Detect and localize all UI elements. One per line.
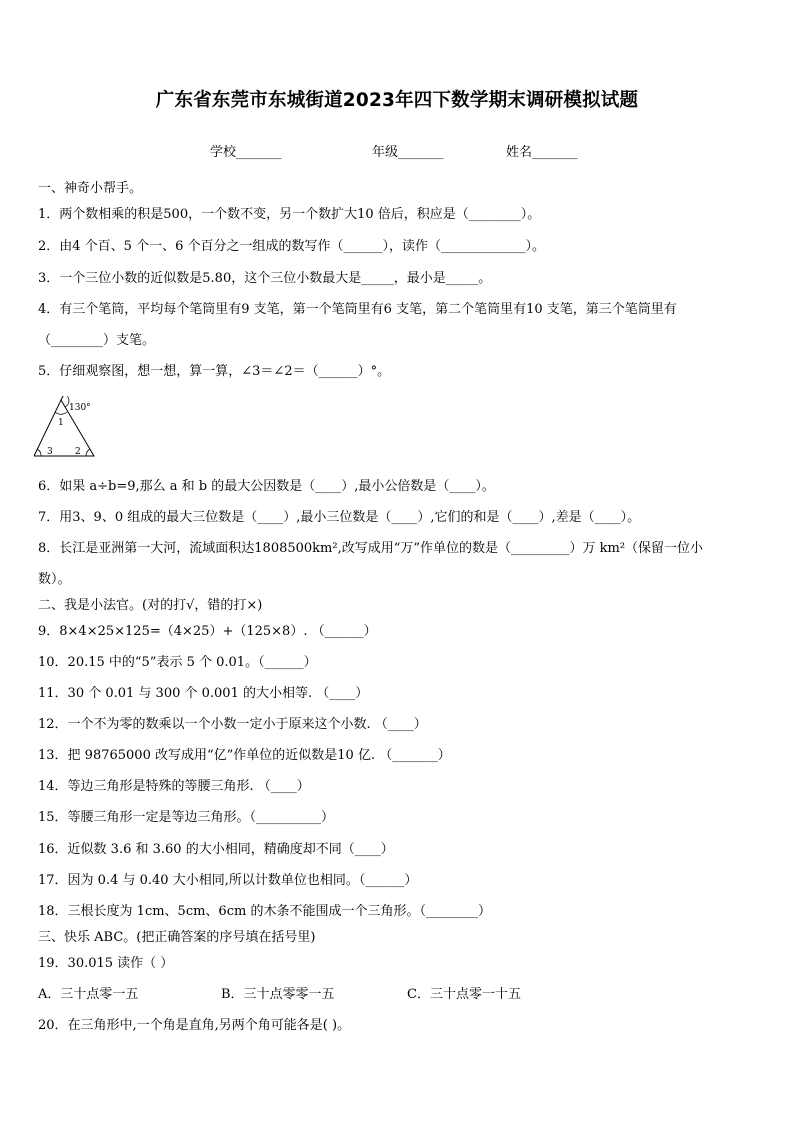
question-4-cont: （________）支笔。: [38, 333, 156, 348]
angle-3-arc: [37, 449, 41, 456]
extension-line: [61, 396, 67, 400]
section-2-heading: 二、我是小法官。(对的打√，错的打×): [38, 598, 263, 613]
angle-1-label: 1: [58, 418, 64, 428]
angle-2-arc: [86, 449, 90, 456]
angle-1-arc: [55, 412, 67, 414]
question-17: 17．因为 0.4 与 0.40 大小相同,所以计数单位也相同。（______）: [38, 873, 418, 888]
question-14: 14．等边三角形是特殊的等腰三角形. （____）: [38, 779, 310, 794]
option-c: C．三十点零一十五: [407, 987, 521, 1002]
triangle-figure: [34, 396, 100, 460]
question-7: 7．用3、9、0 组成的最大三位数是（____）,最小三位数是（____）,它们的和是（____）,差是（____）。: [38, 510, 641, 525]
question-1: 1．两个数相乘的积是500，一个数不变，另一个数扩大10 倍后，积应是（________）。: [38, 207, 541, 222]
question-5: 5．仔细观察图，想一想，算一算，∠3＝∠2＝（______）°。: [38, 364, 391, 379]
page-title: 广东省东莞市东城街道2023年四下数学期末调研模拟试题: [155, 90, 639, 111]
question-9: 9．8×4×25×125=（4×25）+（125×8）. （______）: [38, 624, 377, 639]
question-16: 16．近似数 3.6 和 3.60 的大小相同，精确度却不同（____）: [38, 842, 394, 857]
question-12: 12．一个不为零的数乘以一个小数一定小于原来这个小数. （____）: [38, 717, 427, 732]
question-4: 4．有三个笔筒，平均每个笔筒里有9 支笔，第一个笔筒里有6 支笔，第二个笔筒里有10 支笔，第三个笔筒里有: [38, 302, 677, 317]
angle-130-label: 130°: [69, 403, 91, 413]
option-a: A．三十点零一五: [38, 987, 139, 1002]
question-20: 20．在三角形中,一个角是直角,另两个角可能各是( )。: [38, 1018, 351, 1033]
question-13: 13．把 98765000 改写成用“亿”作单位的近似数是10 亿. （_______）: [38, 748, 451, 763]
question-19: 19．30.015 读作（ ）: [38, 956, 174, 971]
question-8: 8．长江是亚洲第一大河，流域面积达1808500km²,改写成用“万”作单位的数是（_________）万 km²（保留一位小: [38, 541, 704, 556]
question-15: 15．等腰三角形一定是等边三角形。（__________）: [38, 810, 335, 825]
question-18: 18．三根长度为 1cm、5cm、6cm 的木条不能围成一个三角形。（________）: [38, 904, 491, 919]
question-3: 3．一个三位小数的近似数是5.80，这个三位小数最大是_____，最小是_____。: [38, 271, 492, 286]
question-10: 10．20.15 中的“5”表示 5 个 0.01。（______）: [38, 655, 317, 670]
question-6: 6．如果 a÷b=9,那么 a 和 b 的最大公因数是（____）,最小公倍数是（____）。: [38, 479, 495, 494]
school-field: 学校_______: [210, 145, 282, 160]
question-2: 2．由4 个百、5 个一、6 个百分之一组成的数写作（______），读作（_____________）。: [38, 239, 545, 254]
option-b: B．三十点零零一五: [221, 987, 335, 1002]
name-field: 姓名_______: [506, 145, 578, 160]
section-3-heading: 三、快乐 ABC。(把正确答案的序号填在括号里): [38, 930, 316, 945]
question-8-cont: 数）。: [38, 572, 71, 587]
angle-3-label: 3: [47, 447, 53, 457]
grade-field: 年级_______: [372, 145, 444, 160]
question-11: 11．30 个 0.01 与 300 个 0.001 的大小相等. （____）: [38, 686, 369, 701]
section-1-heading: 一、神奇小帮手。: [38, 181, 143, 196]
angle-2-label: 2: [75, 447, 81, 457]
